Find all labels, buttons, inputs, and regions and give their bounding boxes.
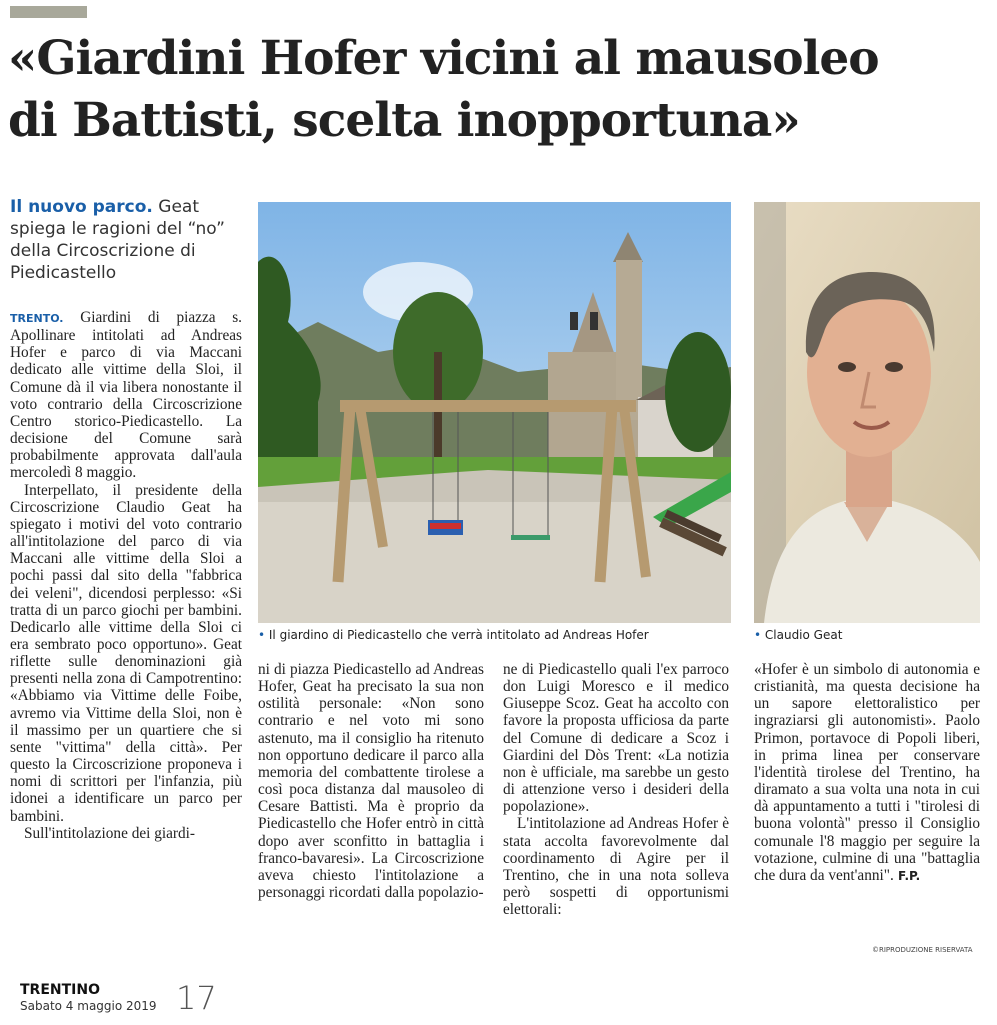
caption-bullet: • (754, 628, 762, 642)
article-paragraph: ni di piazza Piedicastello ad Andreas Hofer, Geat ha precisato la sua non ostilità personale: «Non sono contrario e nel voto mi sono astenuto, ma il consiglio ha ritenuto non opportuno dedicare il parco alla memoria del combattente tirolese a così poca distanza dal mausoleo di Cesare Battisti. Ma è proprio da Piedicastello che Hofer entrò in città dopo aver sconfitto in battaglia i franco-bavaresi». La Circoscrizione aveva chiesto l'intitolazione a personaggi ricordati dalla popolazio- (258, 661, 484, 902)
subheadline (10, 196, 245, 284)
article-paragraph (10, 309, 242, 482)
photo-caption-playground (258, 628, 649, 642)
caption-text: Claudio Geat (761, 628, 843, 642)
playground-photo (258, 202, 731, 623)
portrait-illustration (754, 202, 980, 623)
article-column-1 (10, 309, 242, 842)
headline-line-1: «Giardini Hofer vicini al mausoleo (8, 31, 879, 86)
playground-illustration (258, 202, 731, 623)
copyright-notice: ©RIPRODUZIONE RISERVATA (872, 946, 973, 954)
article-paragraph: L'intitolazione ad Andreas Hofer è stata accolta favorevolmente dal coordinamento di Agire per il Trentino, che in una nota solleva però sospetti di opportunismi elettorali: (503, 815, 729, 919)
page-number: 17 (176, 979, 217, 1017)
photo-caption-portrait (754, 628, 842, 642)
portrait-photo (754, 202, 980, 623)
caption-bullet: • (258, 628, 266, 642)
newspaper-name: TRENTINO (20, 982, 100, 998)
subheadline-text: Geat spiega le ragioni del “no” della Circoscrizione di Piedicastello (10, 197, 225, 283)
author-signature: F.P. (893, 868, 921, 883)
article-text: «Hofer è un simbolo di autonomia e cristianità, ma questa decisione ha un sapore elettoralistico per ingraziarsi gli autonomisti». Paolo Primon, portavoce di Popoli liberi, in prima linea per conservare l'identità tirolese del Trentino, ha diramato a sua volta una nota in cui dà appuntamento a tutti i "tirolesi di buona volontà" presso il Consiglio comunale l'8 maggio per seguire la votazione, culmine di una "battaglia che dura da vent'anni". (754, 661, 980, 884)
subheadline-kicker: Il nuovo parco. (10, 197, 153, 217)
headline (8, 28, 988, 152)
article-column-3 (503, 661, 729, 918)
article-paragraph: ne di Piedicastello quali l'ex parroco don Luigi Moresco e il medico Giuseppe Scoz. Geat ha accolto con favore la proposta ufficiosa da parte del Comune di dedicare a Scoz i Giardini del Dòs Trent: «La notizia non è ufficiale, ma sarebbe un gesto di attenzione verso i desideri della popolazione». (503, 661, 729, 816)
dateline: TRENTO. (10, 312, 64, 325)
article-paragraph (754, 661, 980, 885)
publication-date: Sabato 4 maggio 2019 (20, 999, 157, 1013)
article-column-2 (258, 661, 484, 901)
article-text: Giardini di piazza s. Apollinare intitolati ad Andreas Hofer e parco di via Maccani dedicato alle vittime della Sloi, il Comune dà il via libera nonostante il voto contrario della Circoscrizione Centro storico-Piedicastello. La decisione del Comune sarà probabilmente approvata dall'aula mercoledì 8 maggio. (10, 309, 242, 482)
article-paragraph: Interpellato, il presidente della Circoscrizione Claudio Geat ha spiegato i motivi del voto contrario all'intitolazione del parco di via Maccani alle vittime della Sloi a pochi passi dal sito della "fabbrica dei veleni", dicendosi perplesso: «Si tratta di un parco giochi per bambini. Dedicarlo alle vittime della Sloi ci era sembrato poco opportuno». Geat riflette sulle denominazioni già presenti nella zona di Campotrentino: «Abbiamo via Vittime delle Foibe, avremo via Vittime della Sloi, non è il massimo per un quartiere che si sente "vittima" della città». Per questo la Circoscrizione proponeva i nomi di scrittori per l'infanzia, più idonei a identificare un parco per bambini. (10, 481, 242, 825)
section-marker-bar (10, 6, 87, 18)
headline-line-2: di Battisti, scelta inopportuna» (8, 93, 800, 148)
article-column-4 (754, 661, 980, 885)
caption-text: Il giardino di Piedicastello che verrà intitolato ad Andreas Hofer (265, 628, 649, 642)
article-paragraph: Sull'intitolazione dei giardi- (24, 824, 195, 842)
